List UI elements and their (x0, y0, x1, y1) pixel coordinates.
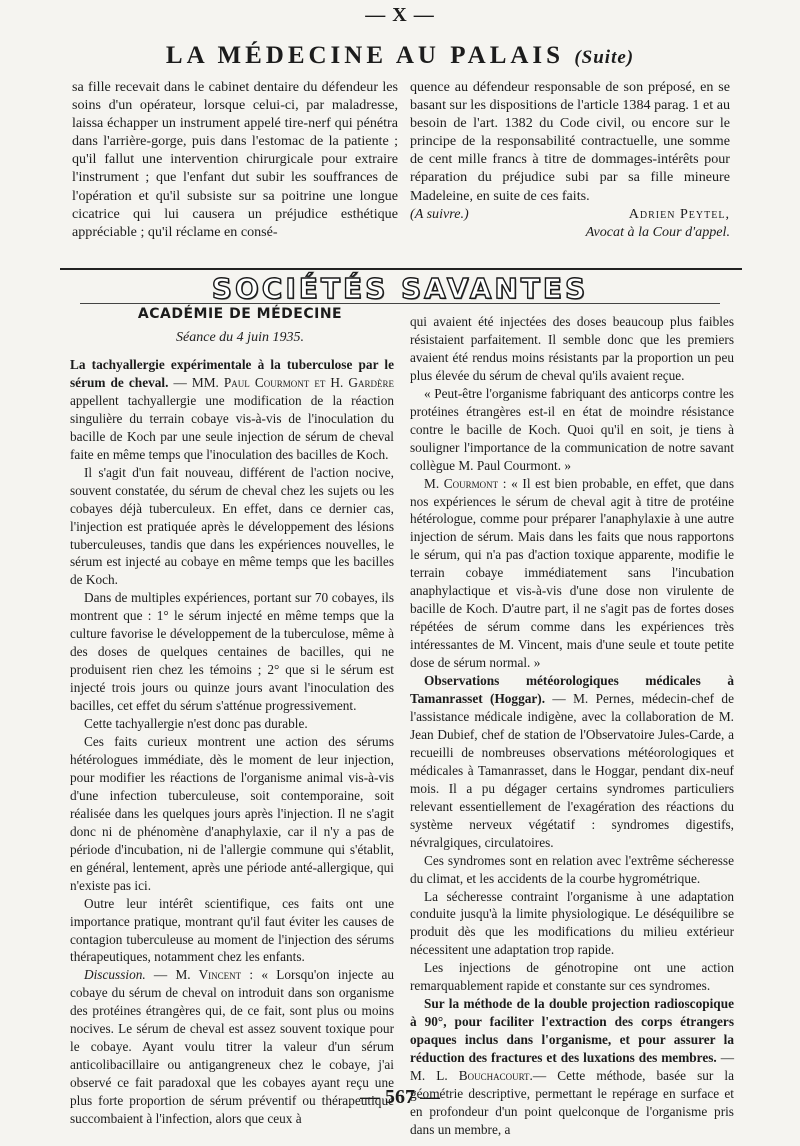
section-title-underline (80, 303, 720, 304)
communication-authors: — MM. Paul Courmont et H. Gardère (173, 374, 394, 390)
running-title-text: LA MÉDECINE AU PALAIS (165, 42, 565, 69)
paragraph: Ces syndromes sont en relation avec l'extrême sécheresse du climat, et les accidents de la courbe hygrométrique. (410, 852, 734, 886)
article-continuation-left: sa fille recevait dans le cabinet dentaire du défendeur les soins d'un opérateur, lorsque celui-ci, par maladresse, laissa échapper un instrument appelé tire-nerf qui pénétra dans l'arrière-gorge, puis dans l'estomac de la patiente ; qu'il fallut une intervention chirurgicale pour extraire l'instrument ; que l'enfant dut subir les souffrances de l'opération et qu'il subsiste sur sa poitrine une longue cicatrice qui lui causera un préjudice esthétique appréciable ; qu'il réclame en consé- (72, 79, 398, 240)
reply-speaker: M. Courmont : (424, 475, 507, 491)
paragraph-text: — Cette méthode, basée sur la géométrie descriptive, permettant le repérage en surface et en profondeur d'un point quelconque de l'organisme pris dans un membre, a (410, 1068, 735, 1137)
paragraph (410, 995, 734, 1139)
academy-heading: ACADÉMIE DE MÉDECINE (137, 306, 343, 322)
communication-title: Sur la méthode de la double projection radioscopique à 90°, pour faciliter l'extraction des corps étrangers opaques inclus dans l'organisme, et pour assurer la réduction des fractures et des luxations des membres. (410, 996, 734, 1066)
paragraph: Ces faits curieux montrent une action des sérums hétérologues immédiate, dès le moment de leur injection, pour modifier les réactions de l'organisme animal vis-à-vis d'une infection tuberculeuse, soit contemporaine, soit réalisée dans les quelques jours après l'injection. Il ne s'agit donc ni de phénomène d'anaphylaxie, car il n'y a pas de période d'incubation, ni de l'allergie commune qui s'établit, en général, lentement, après une période anté-allergique, qui n'existe pas ici. (70, 734, 394, 893)
communication-authors: — M. L. Bouchacourt. (410, 1050, 734, 1084)
paragraph: Les injections de génotropine ont une action remarquablement rapide et constante sur ces syndromes. (410, 960, 734, 994)
page-number: — 567 — (360, 1086, 440, 1108)
communication-title: Observations météorologiques médicales à Tamanrasset (Hoggar). (410, 673, 734, 707)
paragraph (70, 356, 394, 464)
article-continuation-right (410, 78, 730, 241)
author-role: Avocat à la Cour d'appel. (585, 223, 730, 240)
discussion-label: Discussion. (84, 967, 146, 983)
paragraph: qui avaient été injectées des doses beaucoup plus faibles résistaient parfaitement. Il semble donc que les premiers avaient été rendus moins résistants par la proportion un peu plus élevée du sérum de cheval qu'ils avaient reçue. (410, 314, 734, 383)
paragraph: Dans de multiples expériences, portant sur 70 cobayes, ils montrent que : 1° le sérum injecté en même temps que la culture favorise le développement de la tuberculose, même à des doses de quelques centaines de bacilles, qui ne produisent rien chez les témoins ; 2° que si le sérum est injecté trois jours ou quinze jours avant l'inoculation des bacilles, cet effet du sérum s'atténue progressivement. (70, 590, 394, 714)
communication-title: La tachyallergie expérimentale à la tuberculose par le sérum de cheval. (70, 357, 394, 390)
paragraph: Il s'agit d'un fait nouveau, différent de l'action nocive, souvent constatée, du sérum de cheval chez les sujets ou les cobayes déjà tuberculeux. En effet, dans ce dernier cas, l'injection est pratiquée après le développement des lésions tuberculeuses, tandis que dans les expériences nouvelles, le sérum est injecté au cobaye en même temps que les bacilles de Koch. (70, 464, 394, 588)
paragraph-text: appellent tachyallergie une modification de la réaction singulière du terrain cobaye vis-à-vis de l'inoculation du bacille de Koch par une seule injection de sérum de cheval faite en même temps que l'inoculation des bacilles de Koch. (70, 392, 394, 462)
section-title: SOCIÉTÉS SAVANTES (211, 272, 589, 305)
paragraph: « Peut-être l'organisme fabriquant des anticorps contre les protéines étrangères est-il en état de moindre résistance contre le bacille de Koch. Quoi qu'il en soit, je tiens à souligner l'importance de la communication de notre savant collègue M. Paul Courmont. » (410, 385, 734, 473)
paragraph-text: — M. Pernes, médecin-chef de l'assistance médicale indigène, avec la collaboration de M. Jean Dubief, chef de station de l'Observatoire Jules-Carde, a recueilli de nombreuses observations météorologiques et médicales à Tamanrasset, dans le Hoggar, pendant dix-neuf mois. Il a pu dégager certains syndromes particuliers relevant essentiellement de l'exagération des réactions du système nerveux végétatif : syndromes digestifs, névralgiques, circulatoires. (410, 691, 734, 850)
paragraph-text: « Lorsqu'on injecte au cobaye du sérum de cheval on introduit dans son organisme des protéines étrangères qui, de ce fait, sont plus ou moins nocives. Le sérum de cheval est assez souvent toxique pour le cobaye. Ayant voulu titrer la valeur d'un sérum anticolibacillaire ou antigangreneux chez le cobaye, j'ai observé ce fait paradoxal que les cobayes ayant reçu une plus forte proportion de sérum préventif ou thérapeutique succombaient à l'infection, alors que ceux à (70, 967, 395, 1127)
paragraph (410, 672, 734, 852)
paragraph (410, 475, 734, 672)
paragraph-text: « Il est bien probable, en effet, que dans nos expériences le sérum de cheval agit à titre de protéine hétérologue, comme pour préparer l'anaphylaxie à une autre injection de sérum. Mais dans les faits que nous rapportons le sérum, qui n'a pas d'action toxique apparente, modifie le terrain cobaye immédiatement sans l'incubation anaphylactique et vis-à-vis d'une dose non virulente de bacille de Koch. D'autre part, il ne s'agit pas de fortes doses répétées de sérum comme dans les expériences très intéressantes de M. Vincent, mais d'une seule et toute petite dose de sérum normal. » (410, 475, 735, 671)
paragraph: Cette tachyallergie n'est donc pas durable. (84, 716, 308, 732)
left-column (70, 356, 394, 1128)
session-date: Séance du 4 juin 1935. (176, 330, 304, 345)
running-title (0, 42, 800, 70)
author-name: Adrien Peytel, (628, 205, 730, 222)
running-title-suite: (Suite) (574, 47, 635, 68)
to-be-continued: (A suivre.) (410, 205, 469, 222)
paragraph: La sécheresse contraint l'organisme à une adaptation conduite jusqu'à la limite physiologique. Le déséquilibre se produit dès que les modifications du milieu extérieur nécessitent une adaptation trop rapide. (410, 888, 734, 958)
section-divider (60, 268, 742, 270)
article-continuation-right-text: quence au défendeur responsable de son préposé, en se basant sur les dispositions de l'article 1384 parag. 1 et au besoin de l'art. 1382 du Code civil, ou encore sur le principe de la responsabilité contractuelle, une somme de cent mille francs à titre de dommages-intérêts pour réparation du préjudice subi par sa fille mineure Madeleine, en suite de ces faits. (410, 79, 730, 204)
right-column (410, 313, 734, 1139)
paragraph: Outre leur intérêt scientifique, ces faits ont une importance pratique, montrant qu'il faut éviter les causes de contagion tuberculeuse au moment de l'injection des sérums thérapeutiques, notamment chez les enfants. (70, 895, 394, 965)
page-marker: — X — (365, 4, 435, 26)
discussion-speaker: — M. Vincent : (153, 967, 254, 983)
signature-row (410, 205, 730, 223)
